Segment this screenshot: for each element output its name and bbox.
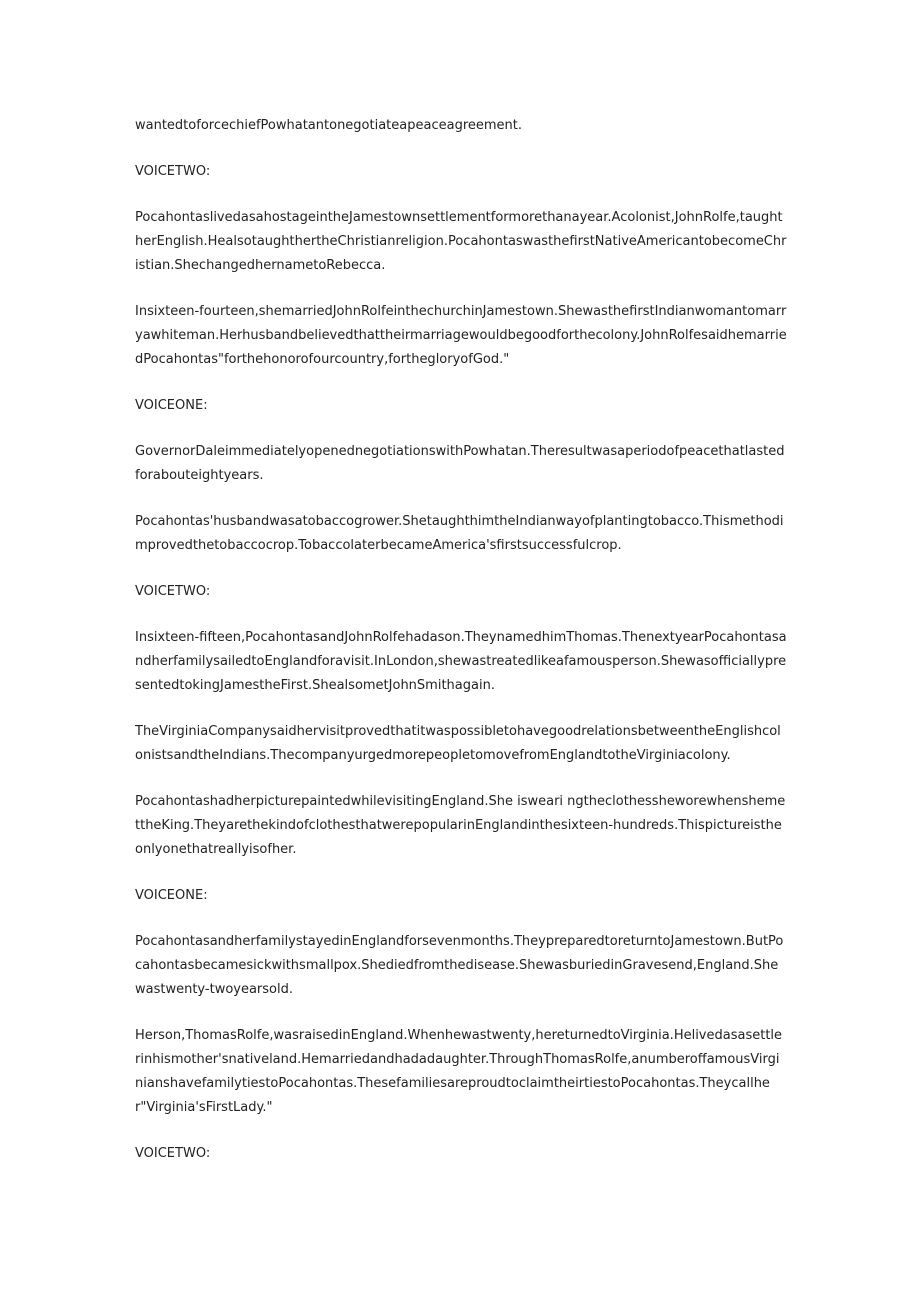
speaker-label: VOICEONE: [135,398,208,413]
speaker-label: VOICETWO: [135,584,211,599]
document-page [135,114,787,1188]
paragraph: TheVirginiaCompanysaidhervisitprovedthatitwaspossibletohavegoodrelationsbetweentheEnglishcolonistsandtheIndians.ThecompanyurgedmorepeopletomovefromEnglandtotheVirginiacolony. [135,724,781,763]
paragraph: Insixteen-fourteen,shemarriedJohnRolfeinthechurchinJamestown.ShewasthefirstIndianwomantomarryawhiteman.Herhusbandbelievedthattheirmarriagewouldbegoodforthecolony.JohnRolfesaidhemarriedPocahontas"forthehonorofourcountry,forthegloryofGod." [135,304,787,367]
paragraph: Pocahontas'husbandwasatobaccogrower.ShetaughthimtheIndianwayofplantingtobacco.Thismethodimprovedthetobaccocrop.TobaccolaterbecameAmerica'sfirstsuccessfulcrop. [135,514,784,553]
paragraph: GovernorDaleimmediatelyopenednegotiationswithPowhatan.Theresultwasaperiodofpeacethatlastedforabouteightyears. [135,444,785,483]
speaker-label: VOICETWO: [135,1146,211,1161]
paragraph: PocahontashadherpicturepaintedwhilevisitingEngland.She isweari ngtheclothessheworewhenshemettheKing.TheyarethekindofclothesthatwerepopularinEnglandinthesixteen-hundreds.Thispictureistheonlyonethatreallyisofher. [135,794,786,857]
paragraph-continued: wantedtoforcechiefPowhatantonegotiateapeaceagreement. [135,118,523,133]
paragraph: Herson,ThomasRolfe,wasraisedinEngland.Whenhewastwenty,hereturnedtoVirginia.Helivedasasettlerinhismother'snativeland.Hemarriedandhadadaughter.ThroughThomasRolfe,anumberoffamousVirginianshavefamilytiestoPocahontas.ThesefamiliesareproudtoclaimtheirtiestoPocahontas.Theycallher"Virginia'sFirstLady." [135,1028,783,1115]
paragraph: Insixteen-fifteen,PocahontasandJohnRolfehadason.TheynamedhimThomas.ThenextyearPocahontasandherfamilysailedtoEnglandforavisit.InLondon,shewastreatedlikeafamousperson.ShewasofficiallypresentedtokingJamestheFirst.ShealsometJohnSmithagain. [135,630,787,693]
paragraph: PocahontaslivedasahostageintheJamestownsettlementformorethanayear.Acolonist,JohnRolfe,taughtherEnglish.HealsotaughthertheChristianreligion.PocahontaswasthefirstNativeAmericantobecomeChristian.ShechangedhernametoRebecca. [135,210,787,273]
paragraph: PocahontasandherfamilystayedinEnglandforsevenmonths.TheypreparedtoreturntoJamestown.ButPocahontasbecamesickwithsmallpox.Shediedfromthedisease.ShewasburiedinGravesend,England.Shewastwenty-twoyearsold. [135,934,784,997]
speaker-label: VOICEONE: [135,888,208,903]
speaker-label: VOICETWO: [135,164,211,179]
